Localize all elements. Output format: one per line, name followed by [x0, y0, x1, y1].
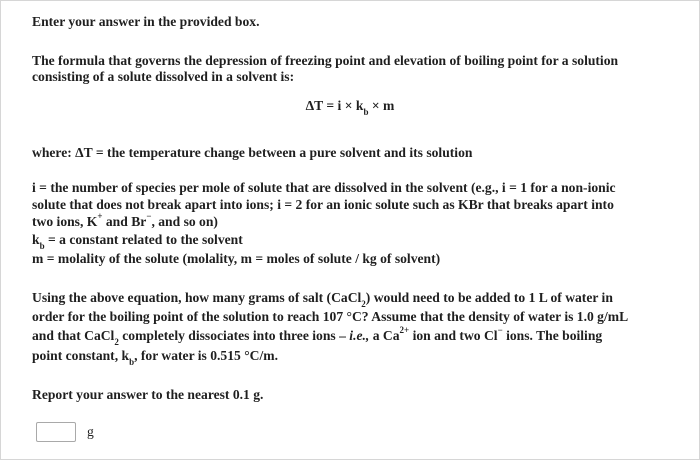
kb-definition — [32, 230, 243, 249]
q3c: a Ca — [369, 328, 400, 343]
question-line-4 — [32, 346, 278, 365]
i-def-3a: two ions, K — [32, 214, 98, 229]
formula-sub: b — [363, 106, 369, 117]
q3a: and that CaCl — [32, 328, 115, 343]
m-definition: m = molality of the solute (molality, m = moles of solute / kg of solvent) — [32, 251, 441, 266]
q3b: completely dissociates into three ions – — [118, 328, 350, 343]
i-def-3b: and Br — [102, 214, 147, 229]
i-def-3c: , and so on) — [151, 214, 218, 229]
ca-ion-charge: 2+ — [399, 325, 410, 336]
intro-line-1: The formula that governs the depression of freezing point and elevation of boiling point for a solution — [32, 53, 619, 68]
formula-rhs: × m — [368, 98, 395, 113]
report-instruction: Report your answer to the nearest 0.1 g. — [32, 387, 264, 402]
intro-line-2: consisting of a solute dissolved in a solvent is: — [32, 69, 295, 84]
question-line-2: order for the boiling point of the solution to reach 107 °C? Assume that the density of water is 1.0 g/mL — [32, 309, 629, 324]
q3-sub: 2 — [114, 336, 119, 347]
kb-text: = a constant related to the solvent — [44, 232, 243, 247]
q3d: ion and two Cl — [409, 328, 498, 343]
formula-lhs: ΔT = i × k — [305, 98, 364, 113]
answer-input[interactable] — [36, 422, 76, 442]
cl-ion-charge: − — [497, 325, 503, 336]
q1a: Using the above equation, how many grams of salt (CaCl — [32, 290, 362, 305]
i-definition-line-1: i = the number of species per mole of solute that are dissolved in the solvent (e.g., i = 1 for a non-ionic — [32, 180, 616, 195]
kb-k: k — [32, 232, 40, 247]
q4b: , for water is 0.515 °C/m. — [134, 348, 278, 363]
i-definition-line-2: solute that does not break apart into ions; i = 2 for an ionic solute such as KBr that breaks apart into — [32, 197, 614, 212]
q3-ie: i.e., — [349, 328, 370, 343]
i-definition-line-3 — [32, 212, 218, 231]
br-ion-charge: − — [146, 211, 152, 222]
question-line-1 — [32, 288, 613, 307]
q4-sub: b — [129, 356, 135, 367]
kb-sub: b — [39, 240, 45, 251]
q3e: ions. The boiling — [502, 328, 603, 343]
answer-unit: g — [87, 424, 94, 439]
where-line: where: ΔT = the temperature change between a pure solvent and its solution — [32, 145, 473, 160]
q1b: ) would need to be added to 1 L of water in — [365, 290, 613, 305]
q4a: point constant, k — [32, 348, 130, 363]
question-line-3 — [32, 326, 602, 345]
k-ion-charge: + — [97, 211, 103, 222]
instruction-text: Enter your answer in the provided box. — [32, 14, 260, 29]
boiling-point-formula — [0, 96, 700, 115]
q1-sub: 2 — [361, 298, 366, 309]
